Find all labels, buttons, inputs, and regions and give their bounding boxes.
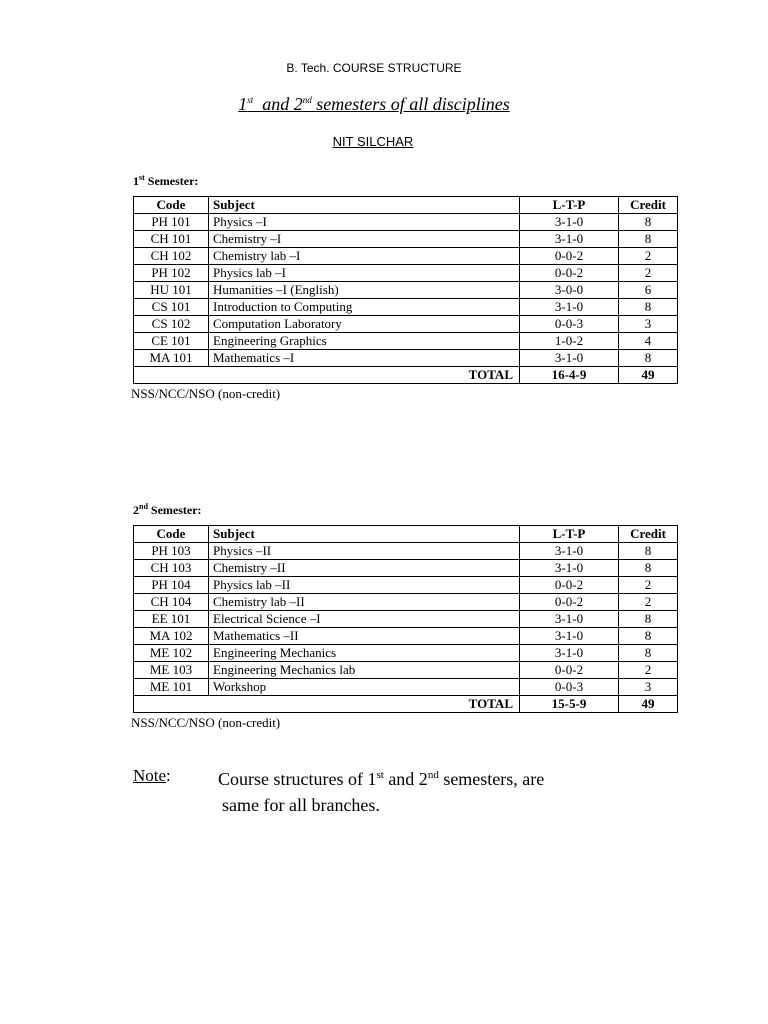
cell-ltp: 0-0-2 [520,265,619,282]
cell-credit: 3 [619,679,678,696]
cell-code: HU 101 [134,282,209,299]
note-label [133,766,171,786]
column-header-code: Code [134,526,209,543]
column-header-ltp: L-T-P [520,197,619,214]
cell-ltp: 3-0-0 [520,282,619,299]
cell-credit: 2 [619,265,678,282]
cell-code: CS 102 [134,316,209,333]
semester2-table [133,525,678,713]
cell-subject: Physics lab –II [209,577,520,594]
table-row [134,662,678,679]
cell-subject: Computation Laboratory [209,316,520,333]
cell-code: PH 104 [134,577,209,594]
document-main-title [0,94,748,115]
note-sup1: st [376,769,384,781]
cell-code: CH 102 [134,248,209,265]
cell-code: PH 103 [134,543,209,560]
cell-code: CH 103 [134,560,209,577]
cell-code: ME 103 [134,662,209,679]
institute-name: NIT SILCHAR [332,134,414,149]
table-row [134,299,678,316]
cell-subject: Engineering Graphics [209,333,520,350]
cell-ltp: 3-1-0 [520,214,619,231]
total-credit: 49 [619,696,678,713]
table-row [134,594,678,611]
cell-subject: Physics –I [209,214,520,231]
cell-credit: 2 [619,577,678,594]
cell-ltp: 3-1-0 [520,645,619,662]
main-title-mid: and 2 [262,94,303,114]
total-label: TOTAL [134,696,520,713]
cell-credit: 2 [619,594,678,611]
table-row [134,265,678,282]
semester1-title-text: Semester: [147,174,199,188]
cell-code: ME 101 [134,679,209,696]
cell-subject: Humanities –I (English) [209,282,520,299]
cell-ltp: 3-1-0 [520,350,619,367]
note-text [218,762,638,818]
column-header-subject: Subject [209,526,520,543]
cell-credit: 8 [619,645,678,662]
cell-credit: 2 [619,248,678,265]
cell-ltp: 0-0-2 [520,594,619,611]
cell-code: CH 104 [134,594,209,611]
semester2-title-sup: nd [139,502,148,511]
cell-credit: 2 [619,662,678,679]
cell-code: CS 101 [134,299,209,316]
cell-code: ME 102 [134,645,209,662]
cell-credit: 8 [619,299,678,316]
cell-subject: Introduction to Computing [209,299,520,316]
main-title-sup2: nd [302,95,312,105]
table-row [134,248,678,265]
note-part1: Course structures of 1 [218,769,377,789]
cell-subject: Physics –II [209,543,520,560]
cell-subject: Chemistry lab –II [209,594,520,611]
main-title-rest: semesters of all disciplines [316,94,510,114]
cell-ltp: 3-1-0 [520,299,619,316]
cell-ltp: 0-0-3 [520,679,619,696]
total-row [134,696,678,713]
cell-ltp: 1-0-2 [520,333,619,350]
main-title-sup1: st [247,95,254,105]
cell-credit: 8 [619,628,678,645]
semester1-rows [134,214,678,367]
semester1-table [133,196,678,384]
cell-ltp: 0-0-3 [520,316,619,333]
table-row [134,282,678,299]
semester2-noncredit-note: NSS/NCC/NSO (non-credit) [131,715,281,730]
total-credit: 49 [619,367,678,384]
table-row [134,645,678,662]
table-header-row [134,197,678,214]
cell-code: MA 102 [134,628,209,645]
total-ltp: 15-5-9 [520,696,619,713]
column-header-ltp: L-T-P [520,526,619,543]
column-header-credit: Credit [619,526,678,543]
cell-credit: 8 [619,611,678,628]
total-ltp: 16-4-9 [520,367,619,384]
note-label-text: Note [133,766,167,785]
semester1-title [133,173,198,189]
total-label: TOTAL [134,367,520,384]
cell-credit: 8 [619,214,678,231]
cell-credit: 8 [619,543,678,560]
cell-subject: Workshop [209,679,520,696]
cell-subject: Physics lab –I [209,265,520,282]
document-top-title: B. Tech. COURSE STRUCTURE [286,61,462,75]
table-row [134,560,678,577]
table-row [134,214,678,231]
cell-ltp: 3-1-0 [520,628,619,645]
table-row [134,628,678,645]
column-header-code: Code [134,197,209,214]
cell-subject: Mathematics –II [209,628,520,645]
cell-ltp: 0-0-2 [520,662,619,679]
cell-code: PH 101 [134,214,209,231]
table-row [134,611,678,628]
table-row [134,577,678,594]
table-row [134,350,678,367]
note-label-colon: : [166,766,171,785]
cell-credit: 8 [619,560,678,577]
semester2-title-text: Semester: [150,503,202,517]
table-row [134,333,678,350]
table-header-row [134,526,678,543]
cell-code: CE 101 [134,333,209,350]
cell-credit: 8 [619,350,678,367]
cell-ltp: 0-0-2 [520,577,619,594]
column-header-subject: Subject [209,197,520,214]
main-title-num1: 1 [238,94,248,114]
cell-subject: Engineering Mechanics [209,645,520,662]
column-header-credit: Credit [619,197,678,214]
cell-subject: Chemistry –I [209,231,520,248]
cell-credit: 8 [619,231,678,248]
cell-credit: 6 [619,282,678,299]
semester1-title-num: 1 [133,174,139,188]
table-row [134,316,678,333]
semester1-title-sup: st [139,173,145,182]
note-part3: semesters, are [438,769,545,789]
cell-code: PH 102 [134,265,209,282]
cell-ltp: 3-1-0 [520,543,619,560]
cell-credit: 4 [619,333,678,350]
note-part2: and 2 [383,769,428,789]
note-line-1 [218,762,638,792]
cell-ltp: 0-0-2 [520,248,619,265]
table-row [134,231,678,248]
cell-subject: Chemistry –II [209,560,520,577]
cell-subject: Mathematics –I [209,350,520,367]
note-line-2: same for all branches. [222,795,380,815]
total-row [134,367,678,384]
cell-code: EE 101 [134,611,209,628]
cell-subject: Chemistry lab –I [209,248,520,265]
cell-subject: Electrical Science –I [209,611,520,628]
cell-ltp: 3-1-0 [520,231,619,248]
semester2-title [133,502,202,518]
cell-code: CH 101 [134,231,209,248]
table-row [134,679,678,696]
semester2-rows [134,543,678,696]
table-row [134,543,678,560]
cell-credit: 3 [619,316,678,333]
cell-ltp: 3-1-0 [520,611,619,628]
note-sup2: nd [427,769,439,781]
cell-subject: Engineering Mechanics lab [209,662,520,679]
cell-code: MA 101 [134,350,209,367]
semester2-title-num: 2 [133,503,139,517]
semester1-noncredit-note: NSS/NCC/NSO (non-credit) [131,386,281,401]
cell-ltp: 3-1-0 [520,560,619,577]
